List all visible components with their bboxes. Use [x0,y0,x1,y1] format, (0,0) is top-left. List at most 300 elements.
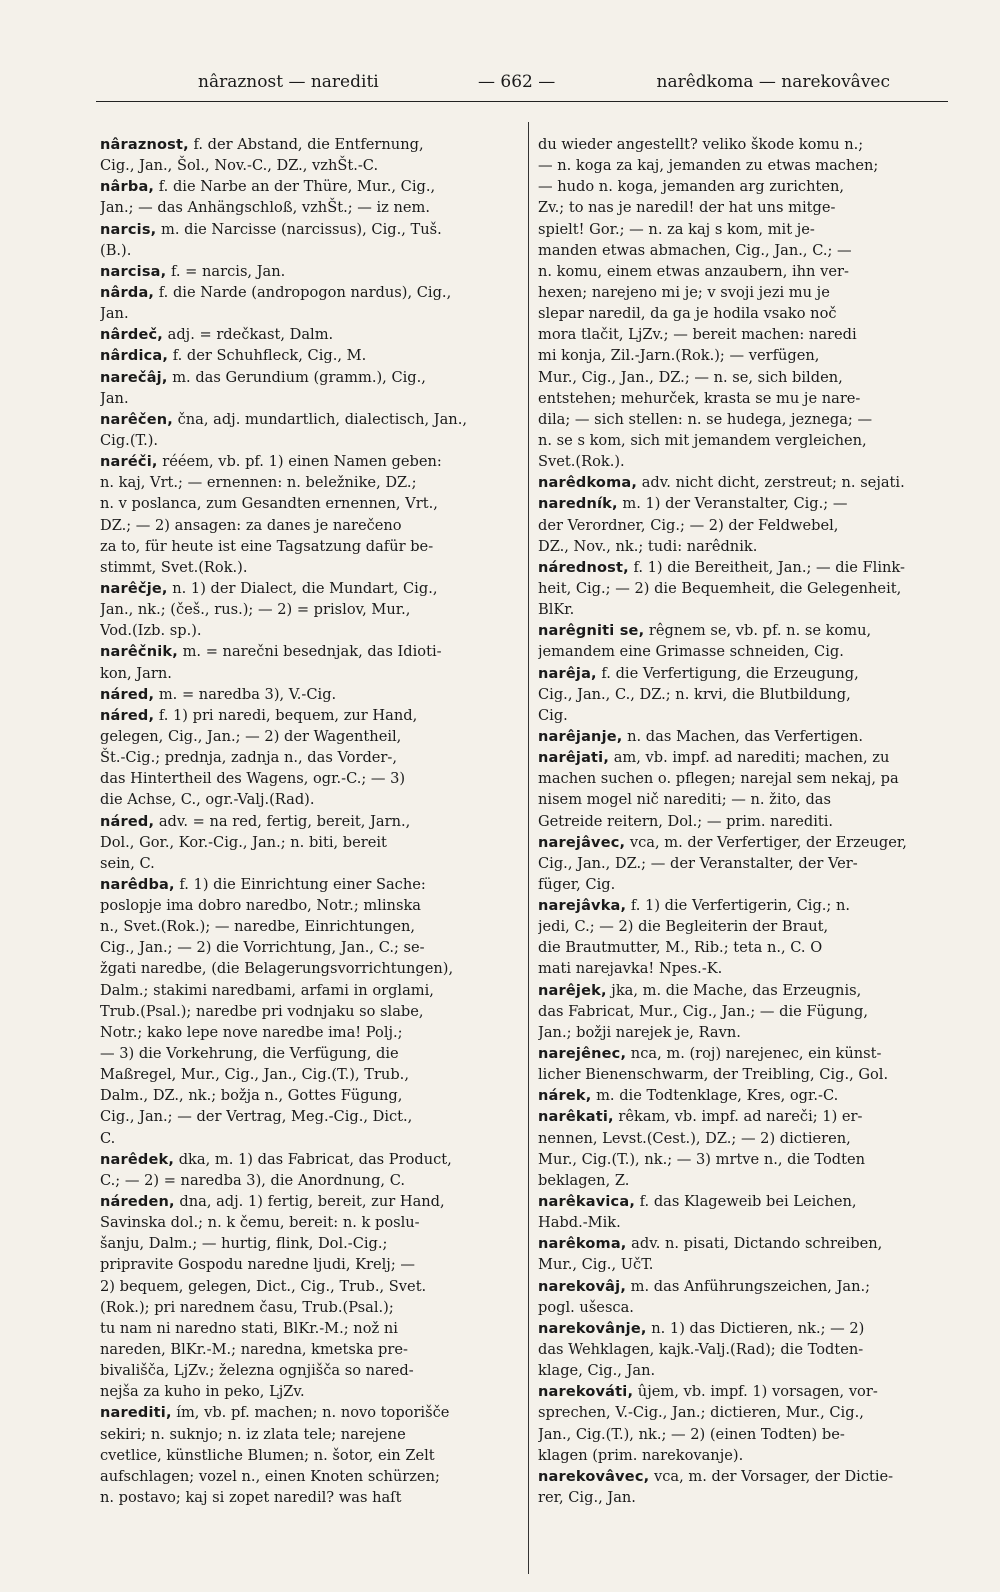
headword: naredník, [538,496,618,513]
entry-line [538,1445,948,1466]
entry-text: f. der Abstand, die Entfernung, [188,136,424,153]
headword: náred, [100,686,155,703]
headword: narejênec, [538,1046,627,1063]
entry-line [100,789,510,810]
entry-text: n. 1) das Dictieren, nk.; — 2) [646,1319,865,1337]
entry-text: za to, für heute ist eine Tagsatzung dafür be- [100,537,434,555]
entry-text: rer, Cig., Jan. [538,1489,636,1506]
headword: náred, [100,707,155,724]
entry-text: f. die Narde (andropogon nardus), Cig., [154,283,452,301]
entry-line [538,155,948,176]
entry-text: f. der Schuhfleck, Cig., M. [168,347,367,365]
entry-line [100,155,510,176]
entry-line [538,240,948,261]
entry-line [538,1043,948,1064]
entry-line [538,451,948,472]
entry-line [538,980,948,1001]
entry-line [538,1128,948,1149]
entry-line [100,1022,510,1043]
entry-text: mora tlačit, LjZv.; — bereit machen: naredi [538,326,857,344]
entry-line [100,1212,510,1233]
page-number: — 662 — [478,72,556,92]
entry-text: aufschlagen; vozel n., einen Knoten schürzen; [100,1467,440,1485]
entry-text: Cig., Jan., DZ.; — der Veranstalter, der Ver- [538,854,858,872]
headword: narêdek, [100,1151,175,1168]
entry-line [100,641,510,662]
entry-text: f. die Narbe an der Thüre, Mur., Cig., [154,178,436,196]
entry-text: jemandem eine Grimasse schneiden, Cig. [538,643,844,661]
headword: narečâj, [100,369,168,386]
entry-line [100,430,510,451]
entry-line [100,684,510,705]
entry-text: DZ., Nov., nk.; tudi: narêdnik. [538,537,758,555]
entry-line [100,472,510,493]
entry-text: f. 1) die Verfertigerin, Cig.; n. [626,897,851,915]
entry-text: der Verordner, Cig.; — 2) der Feldwebel, [538,516,839,534]
entry-line [100,367,510,388]
headword: narekovâj, [538,1278,627,1295]
entry-text: das Wehklagen, kajk.-Valj.(Rad); die Todten- [538,1341,864,1359]
headword: narcis, [100,221,157,238]
entry-text: Jan.; božji narejek je, Ravn. [538,1023,741,1041]
entry-text: sein, C. [100,854,155,872]
entry-line [538,747,948,768]
entry-text: ûjem, vb. impf. 1) vorsagen, vor- [633,1383,878,1401]
entry-line [100,663,510,684]
entry-text: Cig.(T.). [100,431,159,449]
headword: nâraznost, [100,137,189,153]
column-divider [528,122,529,1574]
entry-line [538,937,948,958]
entry-line [100,811,510,832]
entry-text: f. 1) die Bereitheit, Jan.; — die Flink- [628,558,905,576]
entry-line [100,303,510,324]
entry-line [538,515,948,536]
headword: narekováti, [538,1384,634,1401]
entry-text: — n. koga za kaj, jemanden zu etwas machen; [538,157,879,175]
entry-line [538,1254,948,1275]
entry-line [538,1466,948,1487]
entry-line [100,1424,510,1445]
entry-text: rééem, vb. pf. 1) einen Namen geben: [157,453,442,471]
headword: narêgniti se, [538,623,645,640]
entry-line [100,578,510,599]
entry-line [538,1297,948,1318]
entry-line [538,409,948,430]
entry-line [538,324,948,345]
left-column [100,134,510,1508]
entry-line [100,1128,510,1149]
entry-line [100,240,510,261]
entry-line [538,1276,948,1297]
entry-line [100,853,510,874]
entry-line [538,345,948,366]
entry-line [538,1212,948,1233]
entry-line [100,557,510,578]
entry-text: 2) bequem, gelegen, Dict., Cig., Trub., Svet. [100,1277,427,1295]
headword: narekovâvec, [538,1468,650,1485]
entry-text: f. die Verfertigung, die Erzeugung, [596,664,859,682]
entry-line [100,1191,510,1212]
entry-text: C. [100,1129,116,1147]
entry-line [538,1064,948,1085]
entry-line [100,1106,510,1127]
entry-text: hexen; narejeno mi je; v svoji jezi mu je [538,283,830,301]
entry-text: n. kaj, Vrt.; — ernennen: n. beležnike, DZ.; [100,474,417,492]
entry-line [538,493,948,514]
entry-text: adv. nicht dicht, zerstreut; n. sejati. [637,474,905,492]
entry-line [538,134,948,155]
entry-line [100,515,510,536]
entry-text: mati narejavka! Npes.-K. [538,960,723,978]
entry-line [538,768,948,789]
entry-text: pogl. ušesca. [538,1298,634,1316]
entry-line [100,1233,510,1254]
headword: narediti, [100,1405,172,1422]
entry-line [100,705,510,726]
entry-text: — hudo n. koga, jemanden arg zurichten, [538,178,845,196]
headword: náred, [100,813,155,830]
headword: narcisa, [100,263,167,280]
entry-line [100,388,510,409]
entry-text: Trub.(Psal.); naredbe pri vodnjaku so slabe, [100,1002,424,1020]
entry-text: Jan. [100,305,129,323]
entry-line [538,1233,948,1254]
entry-text: Dol., Gor., Kor.-Cig., Jan.; n. biti, bereit [100,833,387,851]
entry-line [538,282,948,303]
entry-text: vca, m. der Vorsager, der Dictie- [649,1467,894,1485]
entry-line [100,493,510,514]
entry-text: m. die Narcisse (narcissus), Cig., Tuš. [156,220,442,238]
headword: nârdica, [100,348,169,365]
entry-line [100,1149,510,1170]
entry-text: f. 1) die Einrichtung einer Sache: [174,875,426,893]
entry-text: nennen, Levst.(Cest.), DZ.; — 2) dictieren, [538,1129,851,1147]
entry-line [538,811,948,832]
entry-line [100,451,510,472]
entry-line [538,557,948,578]
entry-text: Št.-Cig.; prednja, zadnja n., das Vorder-, [100,749,397,767]
entry-line [538,430,948,451]
headword: narejâvka, [538,898,627,915]
entry-text: rêkam, vb. impf. ad nareči; 1) er- [613,1108,863,1126]
entry-line [100,937,510,958]
entry-text: dka, m. 1) das Fabricat, das Product, [174,1150,452,1168]
header-rule [96,101,948,102]
entry-text: Mur., Cig., UčT. [538,1256,654,1274]
headword: narekovânje, [538,1320,647,1337]
entry-text: bivališča, LjZv.; železna ognjišča so nared- [100,1362,414,1380]
headword: narêčen, [100,411,173,428]
headword: narêdkoma, [538,475,638,492]
entry-line [538,1424,948,1445]
entry-line [538,832,948,853]
entry-line [100,768,510,789]
entry-text: nisem mogel nič narediti; — n. žito, das [538,791,831,809]
entry-text: spielt! Gor.; — n. za kaj s kom, mit je- [538,220,815,238]
entry-text: žgati naredbe, (die Belagerungsvorrichtungen), [100,960,454,978]
entry-line [538,197,948,218]
entry-line [100,1487,510,1508]
entry-line [538,1022,948,1043]
entry-text: Dalm., DZ., nk.; božja n., Gottes Fügung, [100,1087,403,1105]
entry-text: füger, Cig. [538,875,616,893]
right-column [538,134,948,1508]
entry-text: du wieder angestellt? veliko škode komu n.; [538,136,864,153]
entry-line [100,324,510,345]
entry-text: Maßregel, Mur., Cig., Jan., Cig.(T.), Trub., [100,1066,409,1084]
entry-text: Jan.; — das Anhängschloß, vzhŠt.; — iz nem. [100,199,430,217]
entry-text: adv. n. pisati, Dictando schreiben, [626,1235,883,1253]
entry-line [100,261,510,282]
entry-text: Cig., Jan., C., DZ.; n. krvi, die Blutbildung, [538,685,851,703]
entry-line [538,916,948,937]
entry-line [100,176,510,197]
entry-text: sekiri; n. suknjo; n. iz zlata tele; narejene [100,1425,406,1443]
entry-text: n. 1) der Dialect, die Mundart, Cig., [167,579,438,597]
entry-text: Savinska dol.; n. k čemu, bereit: n. k poslu- [100,1214,420,1232]
entry-line [538,726,948,747]
entry-text: Svet.(Rok.). [538,453,625,471]
entry-line [538,641,948,662]
entry-text: m. = naredba 3), V.-Cig. [154,685,337,703]
entry-line [538,684,948,705]
entry-line [100,980,510,1001]
entry-line [538,219,948,240]
entry-text: kon, Jarn. [100,664,172,682]
entry-line [100,1254,510,1275]
entry-line [538,895,948,916]
entry-text: die Achse, C., ogr.-Valj.(Rad). [100,791,315,809]
entry-text: Jan. [100,389,129,407]
headword: narêja, [538,665,597,682]
entry-text: DZ.; — 2) ansagen: za danes je narečeno [100,516,402,534]
entry-text: slepar naredil, da ga je hodila vsako noč [538,305,837,323]
entry-text: licher Bienenschwarm, der Treibling, Cig., Gol. [538,1066,889,1084]
entry-line [538,1001,948,1022]
entry-text: Jan., Cig.(T.), nk.; — 2) (einen Todten) be- [538,1425,845,1443]
entry-line [100,282,510,303]
entry-line [538,853,948,874]
entry-line [538,1360,948,1381]
entry-line [538,1402,948,1423]
entry-line [100,620,510,641]
entry-text: f. das Klageweib bei Leichen, [635,1193,857,1211]
entry-text: klagen (prim. narekovanje). [538,1446,744,1464]
entry-text: Jan., nk.; (češ., rus.); — 2) = prislov, Mur., [100,601,411,619]
entry-text: n. se s kom, sich mit jemandem vergleichen, [538,431,867,449]
entry-line [538,663,948,684]
entry-text: das Hintertheil des Wagens, ogr.-C.; — 3) [100,770,406,788]
headword: narêjati, [538,750,610,767]
entry-line [100,726,510,747]
entry-text: Cig. [538,706,568,724]
headword: nárednost, [538,559,629,576]
entry-text: m. = narečni besednjak, das Idioti- [177,643,442,661]
headword: nârda, [100,284,155,301]
entry-line [100,747,510,768]
entry-text: f. = narcis, Jan. [166,262,286,280]
entry-line [538,874,948,895]
entry-text: (B.). [100,241,132,259]
entry-text: adj. = rdečkast, Dalm. [162,326,334,344]
entry-line [100,958,510,979]
entry-text: n., Svet.(Rok.); — naredbe, Einrichtungen, [100,918,416,936]
entry-line [538,705,948,726]
headword: nárek, [538,1088,592,1105]
entry-text: m. das Gerundium (gramm.), Cig., [167,368,426,386]
headword: narêčje, [100,580,168,597]
entry-text: nejša za kuho in peko, LjZv. [100,1383,305,1401]
entry-text: entstehen; mehurček, krasta se mu je nare- [538,389,861,407]
entry-line [100,874,510,895]
page-header [98,72,940,102]
entry-line [100,895,510,916]
entry-text: ím, vb. pf. machen; n. novo toporišče [171,1404,450,1422]
entry-text: (Rok.); pri narednem času, Trub.(Psal.); [100,1298,394,1316]
entry-line [538,1191,948,1212]
headword: nârba, [100,179,155,196]
entry-text: tu nam ni naredno stati, BlKr.-M.; nož ni [100,1319,398,1337]
entry-text: Mur., Cig.(T.), nk.; — 3) mrtve n., die Todten [538,1150,866,1168]
entry-text: Getreide reitern, Dol.; — prim. narediti. [538,812,834,830]
entry-line [538,1318,948,1339]
entry-line [100,1402,510,1423]
entry-text: Mur., Cig., Jan., DZ.; — n. se, sich bilden, [538,368,843,386]
headword: narêčnik, [100,644,178,661]
entry-line [100,1085,510,1106]
entry-line [538,1381,948,1402]
entry-text: vca, m. der Verfertiger, der Erzeuger, [625,833,907,851]
entry-text: šanju, Dalm.; — hurtig, flink, Dol.-Cig.; [100,1235,388,1253]
entry-line [538,958,948,979]
entry-text: klage, Cig., Jan. [538,1362,656,1380]
entry-line [100,1445,510,1466]
entry-text: Vod.(Izb. sp.). [100,622,202,640]
entry-text: die Brautmutter, M., Rib.; teta n., C. O [538,939,823,957]
entry-line [100,1001,510,1022]
entry-line [100,1297,510,1318]
headword: narêkavica, [538,1194,636,1211]
entry-text: jka, m. die Mache, das Erzeugnis, [606,981,862,999]
entry-line [100,1339,510,1360]
entry-text: machen suchen o. pflegen; narejal sem nekaj, pa [538,770,899,788]
entry-line [100,1466,510,1487]
entry-text: cvetlice, künstliche Blumen; n. šotor, ein Zelt [100,1446,435,1464]
entry-line [538,388,948,409]
entry-text: stimmt, Svet.(Rok.). [100,558,248,576]
entry-line [100,409,510,430]
entry-text: n. postavo; kaj si zopet naredil? was haſt [100,1489,402,1506]
entry-line [538,1339,948,1360]
entry-line [538,1487,948,1508]
entry-text: Zv.; to nas je naredil! der hat uns mitge- [538,199,836,217]
entry-text: Cig., Jan.; — 2) die Vorrichtung, Jan., C.; se- [100,939,425,957]
entry-line [538,599,948,620]
entry-text: sprechen, V.-Cig., Jan.; dictieren, Mur., Cig., [538,1404,864,1422]
headword: narêkoma, [538,1236,627,1253]
entry-text: Notr.; kako lepe nove naredbe ima! Polj.; [100,1023,403,1041]
entry-line [100,832,510,853]
entry-text: f. 1) pri naredi, bequem, zur Hand, [154,706,418,724]
headword: nârdeč, [100,327,163,344]
entry-line [100,1360,510,1381]
entry-line [538,536,948,557]
entry-line [538,578,948,599]
entry-text: — 3) die Vorkehrung, die Verfügung, die [100,1045,399,1063]
entry-text: jedi, C.; — 2) die Begleiterin der Braut, [538,918,829,936]
header-left-guideword: nâraznost — narediti [198,72,379,92]
headword: narêjanje, [538,728,623,745]
headword: narêdba, [100,876,175,893]
entry-text: pripravite Gospodu naredne ljudi, Krelj; — [100,1256,415,1274]
entry-line [538,472,948,493]
entry-line [100,219,510,240]
entry-text: manden etwas abmachen, Cig., Jan., C.; — [538,241,852,259]
entry-line [538,176,948,197]
entry-line [538,620,948,641]
entry-text: m. die Todtenklage, Kres, ogr.-C. [591,1087,839,1105]
entry-line [100,536,510,557]
entry-text: dila; — sich stellen: n. se hudega, jeznega; — [538,410,873,428]
entry-text: n. komu, einem etwas anzaubern, ihn ver- [538,262,849,280]
header-right-guideword: narêdkoma — narekovâvec [656,72,890,92]
entry-text: adv. = na red, fertig, bereit, Jarn., [154,812,411,830]
entry-text: poslopje ima dobro naredbo, Notr.; mlinska [100,897,421,915]
entry-text: n. v poslanca, zum Gesandten ernennen, Vrt., [100,495,438,513]
entry-line [538,303,948,324]
entry-text: m. 1) der Veranstalter, Cig.; — [617,495,848,513]
entry-text: dna, adj. 1) fertig, bereit, zur Hand, [174,1193,445,1211]
entry-line [538,1149,948,1170]
entry-line [100,1170,510,1191]
entry-text: nca, m. (roj) narejenec, ein künst- [626,1045,882,1063]
headword: narejâvec, [538,834,626,851]
entry-text: Cig., Jan.; — der Vertrag, Meg.-Cig., Dict., [100,1108,413,1126]
entry-text: mi konja, Zil.-Jarn.(Rok.); — verfügen, [538,347,820,365]
headword: náreden, [100,1194,175,1211]
entry-line [100,1276,510,1297]
entry-line [538,367,948,388]
entry-line [100,1318,510,1339]
entry-line [100,1043,510,1064]
entry-line [100,1064,510,1085]
entry-text: C.; — 2) = naredba 3), die Anordnung, C. [100,1171,405,1189]
entry-text: das Fabricat, Mur., Cig., Jan.; — die Fügung, [538,1002,869,1020]
headword: narêjek, [538,982,607,999]
entry-line [538,1106,948,1127]
entry-line [100,345,510,366]
entry-line [100,197,510,218]
entry-text: am, vb. impf. ad narediti; machen, zu [609,749,890,767]
entry-text: čna, adj. mundartlich, dialectisch, Jan., [172,410,467,428]
entry-line [538,1170,948,1191]
entry-text: Cig., Jan., Šol., Nov.-C., DZ., vzhŠt.-C. [100,157,379,175]
entry-text: m. das Anführungszeichen, Jan.; [626,1277,871,1295]
entry-text: rêgnem se, vb. pf. n. se komu, [644,622,872,640]
entry-text: beklagen, Z. [538,1171,630,1189]
entry-line [100,599,510,620]
entry-line [538,1085,948,1106]
entry-line [100,134,510,155]
entry-text: nareden, BlKr.-M.; naredna, kmetska pre- [100,1341,408,1359]
entry-text: gelegen, Cig., Jan.; — 2) der Wagentheil, [100,727,402,745]
headword: narêkati, [538,1109,614,1126]
entry-line [538,261,948,282]
entry-text: heit, Cig.; — 2) die Bequemheit, die Gelegenheit, [538,579,902,597]
entry-text: BlKr. [538,601,575,619]
entry-text: n. das Machen, das Verfertigen. [622,727,864,745]
